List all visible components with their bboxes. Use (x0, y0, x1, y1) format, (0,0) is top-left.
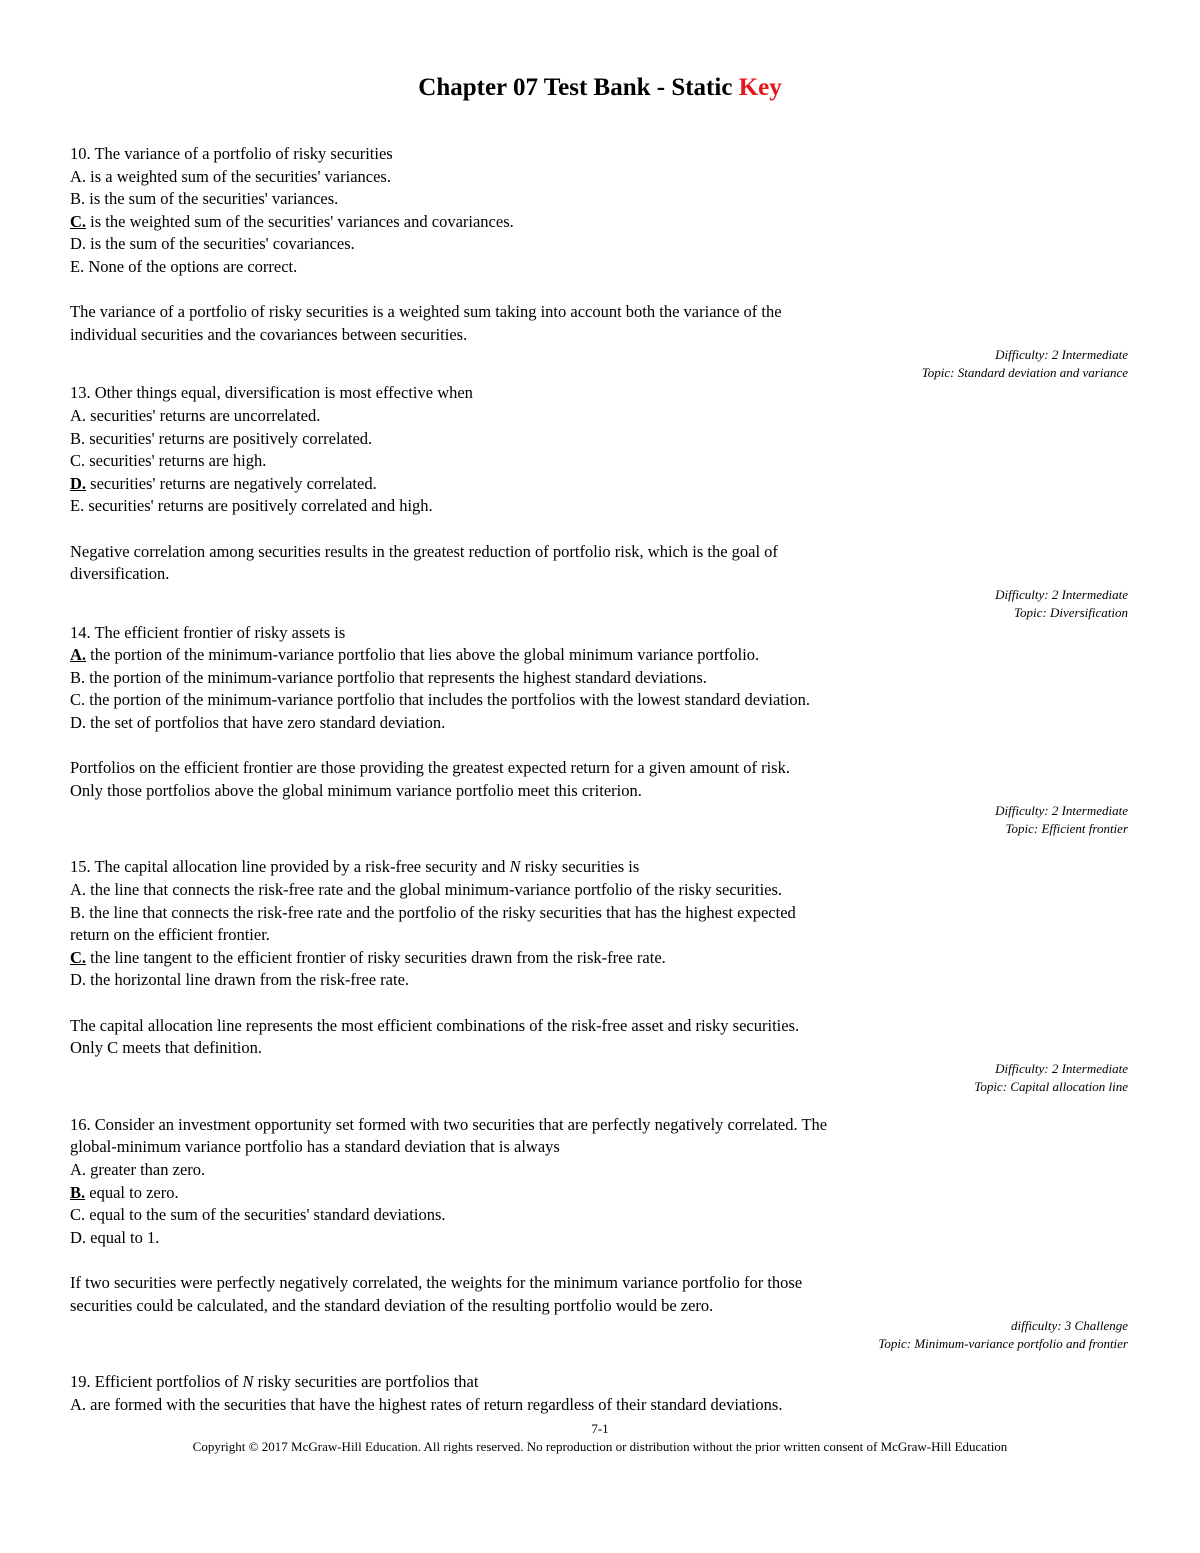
option-d: D. equal to 1. (70, 1227, 160, 1247)
explanation-line: The capital allocation line represents the most efficient combinations of the risk-free asset and risky securities. (70, 1015, 800, 1035)
title-key: Key (738, 74, 782, 101)
question-19 (70, 1371, 1128, 1416)
page-title (0, 72, 1200, 104)
option-a: A. greater than zero. (70, 1159, 206, 1179)
correct-answer-letter: C. (70, 211, 87, 231)
explanation-line: diversification. (70, 564, 170, 584)
title-main: Chapter 07 Test Bank - Static (418, 74, 739, 101)
option-d: D. the horizontal line drawn from the risk-free rate. (70, 970, 410, 990)
question-16 (70, 1114, 1128, 1353)
page-number: 7-1 (591, 1421, 609, 1436)
option-b: B. the line that connects the risk-free rate and the portfolio of the risky securities that has the highest expected (70, 902, 796, 922)
difficulty-label: Difficulty: 2 Intermediate (995, 347, 1128, 363)
explanation-line: Negative correlation among securities results in the greatest reduction of portfolio risk, which is the goal of (70, 541, 778, 561)
question-stem: global-minimum variance portfolio has a standard deviation that is always (70, 1137, 560, 1157)
option-d: D. is the sum of the securities' covariances. (70, 234, 355, 254)
option-b: B. the portion of the minimum-variance portfolio that represents the highest standard deviations. (70, 667, 707, 687)
difficulty-label: Difficulty: 2 Intermediate (995, 803, 1128, 819)
question-stem: 13. Other things equal, diversification is most effective when (70, 383, 473, 403)
option-c-correct: C. the line tangent to the efficient frontier of risky securities drawn from the risk-free rate. (70, 947, 666, 967)
option-c: C. securities' returns are high. (70, 451, 267, 471)
explanation-line: Only those portfolios above the global minimum variance portfolio meet this criterion. (70, 780, 642, 800)
explanation-line: securities could be calculated, and the standard deviation of the resulting portfolio would be zero. (70, 1295, 714, 1315)
topic-label: Topic: Capital allocation line (974, 1078, 1128, 1094)
option-b: B. securities' returns are positively correlated. (70, 428, 373, 448)
explanation-line: The variance of a portfolio of risky securities is a weighted sum taking into account both the variance of the (70, 302, 782, 322)
option-b-continued: return on the efficient frontier. (70, 925, 270, 945)
topic-label: Topic: Efficient frontier (1005, 821, 1128, 837)
option-a: A. the line that connects the risk-free rate and the global minimum-variance portfolio of the risky securities. (70, 880, 783, 900)
difficulty-label: Difficulty: 2 Intermediate (995, 586, 1128, 602)
explanation-line: Portfolios on the efficient frontier are those providing the greatest expected return for a given amount of risk. (70, 758, 790, 778)
option-b-correct: B. equal to zero. (70, 1182, 179, 1202)
option-e: E. None of the options are correct. (70, 256, 298, 276)
difficulty-label: difficulty: 3 Challenge (1011, 1318, 1128, 1334)
option-b: B. is the sum of the securities' variances. (70, 189, 339, 209)
correct-answer-letter: C. (70, 947, 87, 967)
explanation-line: individual securities and the covariances between securities. (70, 324, 468, 344)
question-14 (70, 622, 1128, 839)
option-a: A. are formed with the securities that have the highest rates of return regardless of their standard deviations. (70, 1394, 783, 1414)
option-a: A. is a weighted sum of the securities' variances. (70, 166, 391, 186)
correct-answer-letter: A. (70, 645, 87, 665)
difficulty-label: Difficulty: 2 Intermediate (995, 1060, 1128, 1076)
question-13 (70, 382, 1128, 621)
option-d-correct: D. securities' returns are negatively correlated. (70, 473, 377, 493)
option-c-correct: C. is the weighted sum of the securities' variances and covariances. (70, 211, 514, 231)
option-c: C. equal to the sum of the securities' standard deviations. (70, 1205, 446, 1225)
question-stem: 10. The variance of a portfolio of risky securities (70, 144, 393, 163)
option-e: E. securities' returns are positively correlated and high. (70, 496, 433, 516)
copyright-notice: Copyright © 2017 McGraw-Hill Education. All rights reserved. No reproduction or distribution without the prior written consent of McGraw-Hill Education (192, 1439, 1008, 1454)
explanation-line: Only C meets that definition. (70, 1038, 263, 1058)
question-stem: 15. The capital allocation line provided by a risk-free security and N risky securities is (70, 857, 640, 877)
correct-answer-letter: D. (70, 473, 87, 493)
question-15 (70, 856, 1128, 1095)
question-10 (70, 143, 1128, 382)
question-stem: 19. Efficient portfolios of N risky securities are portfolios that (70, 1372, 479, 1392)
explanation-line: If two securities were perfectly negatively correlated, the weights for the minimum variance portfolio for those (70, 1272, 803, 1292)
correct-answer-letter: B. (70, 1182, 86, 1202)
question-stem: 14. The efficient frontier of risky assets is (70, 622, 346, 642)
option-a: A. securities' returns are uncorrelated. (70, 405, 321, 425)
topic-label: Topic: Diversification (1014, 604, 1128, 620)
topic-label: Topic: Standard deviation and variance (921, 365, 1128, 381)
question-list (70, 143, 1128, 1416)
topic-label: Topic: Minimum-variance portfolio and frontier (878, 1336, 1128, 1352)
option-d: D. the set of portfolios that have zero standard deviation. (70, 713, 446, 733)
option-a-correct: A. the portion of the minimum-variance portfolio that lies above the global minimum variance portfolio. (70, 645, 760, 665)
question-stem: 16. Consider an investment opportunity set formed with two securities that are perfectly negatively correlated. The (70, 1114, 828, 1134)
option-c: C. the portion of the minimum-variance portfolio that includes the portfolios with the lowest standard deviation. (70, 690, 811, 710)
